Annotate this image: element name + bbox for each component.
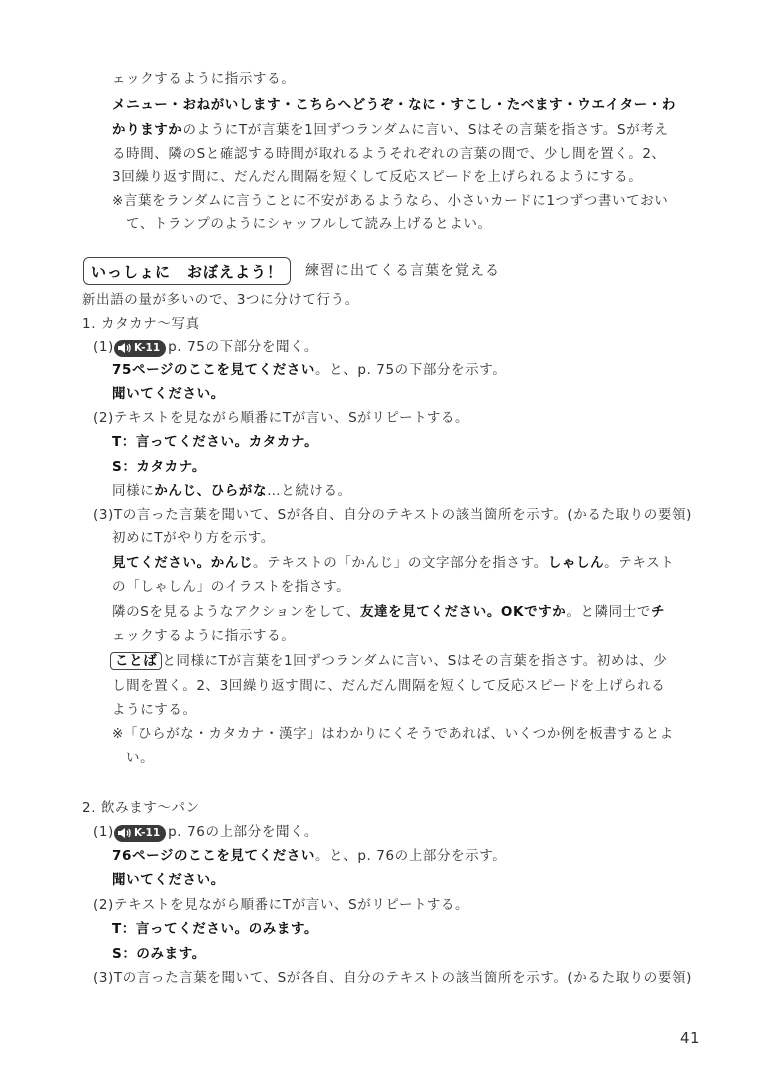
section-lead: 新出語の量が多いので、3つに分けて行う。 [82,292,359,308]
part1-step3: (3)Tの言った言葉を聞いて、Sが各自、自分のテキストの該当箇所を示す。(かるた取りの要領) [93,507,692,523]
part1-step2-same-post: …と続ける。 [267,483,352,499]
intro-word-list: メニュー・おねがいします・こちらへどうぞ・なに・すこし・たべます・ウエイター・わ [112,97,676,113]
part1-step3-bold-1: 見てください。かんじ [112,555,253,571]
part1-step3-action-pre: 隣のSを見るようなアクションをして、 [112,604,360,620]
section-subtitle: 練習に出てくる言葉を覚える [305,263,500,279]
intro-line-5: 3回繰り返す間に、だんだん間隔を短くして反応スピードを上げられるようにする。 [112,169,643,185]
part1-step1-bold-2: 聞いてください。 [112,386,225,402]
audio-track-badge[interactable] [114,825,166,842]
speaker-icon [117,827,131,839]
part1-step1-text: p. 75の下部分を聞く。 [168,339,319,355]
part2-step1 [93,823,318,842]
part1-step3-example-2: の「しゃしん」のイラストを指さす。 [112,579,351,595]
part1-step2-same-pre: 同様に [112,483,155,499]
speaker-icon [117,342,131,354]
part1-step2-same-bold: かんじ、ひらがな [154,483,268,499]
section-title-box: いっしょに おぼえよう！ [83,257,291,285]
part1-step1-bold-1: 75ページのここを見てください [112,362,316,378]
part1-step2: (2)テキストを見ながら順番にTが言い、Sがリピートする。 [93,410,470,426]
part1-step3-action-end: ェックするように指示する。 [112,628,296,644]
part1-step3-text-2: 。テキスト [604,555,675,571]
part1-step3-action [112,603,665,621]
page-number: 41 [680,1029,701,1047]
intro-note-line-2: て、トランプのようにシャッフルして読み上げるとよい。 [126,216,492,232]
part1-step1-text-1: 。と、p. 75の下部分を示す。 [315,362,507,378]
intro-line-4: る時間、隣のSと確認する時間が取れるようそれぞれの言葉の間で、少し間を置く。2、 [112,146,666,162]
intro-note-line-1: ※言葉をランダムに言うことに不安があるようなら、小さいカードに1つずつ書いておい [112,193,669,209]
part2-step1-text-1: 。と、p. 76の上部分を示す。 [315,848,507,864]
intro-line-3 [112,121,668,139]
part1-kotoba-text-1: と同様にTが言葉を1回ずつランダムに言い、Sはその言葉を指さす。初めは、少 [162,653,668,669]
part1-step1-number: (1) [93,339,114,355]
intro-word-list-end: かりますか [112,122,183,138]
part2-step1-text: p. 76の上部分を聞く。 [168,824,319,840]
part1-step3-first: 初めにTがやり方を示す。 [112,530,275,546]
part2-step1-number: (1) [93,824,114,840]
part1-step1-instruction [112,361,506,379]
part2-heading: 2. 飲みます～パン [82,800,200,816]
part1-kotoba-line-3: ようにする。 [112,702,197,718]
part2-step2: (2)テキストを見ながら順番にTが言い、Sがリピートする。 [93,897,470,913]
part2-step1-bold-2: 聞いてください。 [112,872,225,888]
audio-track-badge[interactable] [114,340,166,357]
audio-track-label: K-11 [133,827,161,839]
part1-step1 [93,338,318,357]
part1-note-line-2: い。 [126,750,155,766]
part1-kotoba-line-1 [110,652,667,670]
part2-step1-bold-1: 76ページのここを見てください [112,848,316,864]
part1-heading: 1. カタカナ～写真 [82,316,200,332]
part1-step3-example-1 [112,554,674,572]
part2-step2-student: S：のみます。 [112,946,206,962]
part1-step3-bold-2: しゃしん [547,555,605,571]
part1-step3-action-bold: 友達を見てください。OKですか [359,604,567,620]
part1-step2-teacher: T：言ってください。カタカナ。 [112,434,319,450]
part1-step3-action-mid: 。と隣同士で [566,604,651,620]
part1-step3-text-1: 。テキストの「かんじ」の文字部分を指さす。 [253,555,548,571]
part1-step2-same [112,482,352,500]
part2-step3: (3)Tの言った言葉を聞いて、Sが各自、自分のテキストの該当箇所を示す。(かるた取りの要領) [93,970,692,986]
audio-track-label: K-11 [133,342,161,354]
part1-note-line-1: ※「ひらがな・カタカナ・漢字」はわかりにくそうであれば、いくつか例を板書するとよ [112,726,674,742]
part1-kotoba-line-2: し間を置く。2、3回繰り返す間に、だんだん間隔を短くして反応スピードを上げられる [112,678,666,694]
part2-step2-teacher: T：言ってください。のみます。 [112,921,319,937]
kotoba-label-box: ことば [110,652,162,670]
intro-line-1: ェックするように指示する。 [112,71,296,87]
intro-line-3-text: のようにTが言葉を1回ずつランダムに言い、Sはその言葉を指さす。Sが考え [182,122,669,138]
part1-step3-action-bold-2: チ [650,604,666,620]
part1-step2-student: S：カタカナ。 [112,459,206,475]
part2-step1-instruction [112,847,506,865]
